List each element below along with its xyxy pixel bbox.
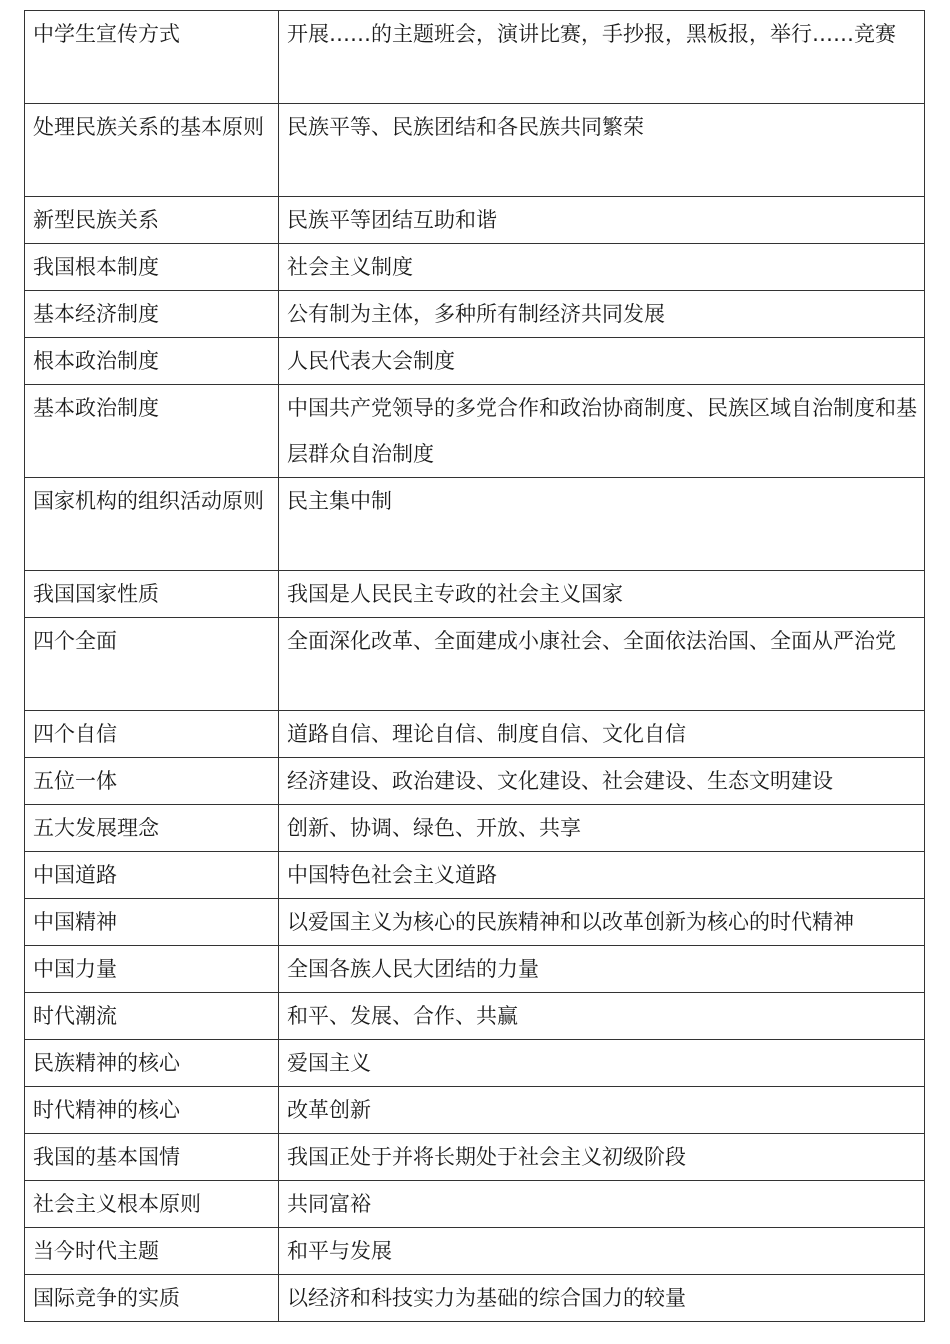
term-cell: 我国根本制度 bbox=[25, 244, 279, 291]
table-row bbox=[25, 946, 925, 993]
definition-cell: 全面深化改革、全面建成小康社会、全面依法治国、全面从严治党 bbox=[279, 618, 925, 711]
table-row bbox=[25, 758, 925, 805]
glossary-table-container bbox=[24, 10, 924, 1322]
definition-cell: 创新、协调、绿色、开放、共享 bbox=[279, 805, 925, 852]
table-row bbox=[25, 993, 925, 1040]
definition-cell: 全国各族人民大团结的力量 bbox=[279, 946, 925, 993]
definition-cell: 和平与发展 bbox=[279, 1228, 925, 1275]
table-row bbox=[25, 1275, 925, 1322]
table-row bbox=[25, 899, 925, 946]
definition-cell: 开展……的主题班会，演讲比赛，手抄报，黑板报，举行……竞赛 bbox=[279, 11, 925, 104]
table-row bbox=[25, 1040, 925, 1087]
term-cell: 基本经济制度 bbox=[25, 291, 279, 338]
term-cell: 时代潮流 bbox=[25, 993, 279, 1040]
term-cell: 五大发展理念 bbox=[25, 805, 279, 852]
definition-cell: 爱国主义 bbox=[279, 1040, 925, 1087]
definition-cell: 以经济和科技实力为基础的综合国力的较量 bbox=[279, 1275, 925, 1322]
table-row bbox=[25, 805, 925, 852]
definition-cell: 经济建设、政治建设、文化建设、社会建设、生态文明建设 bbox=[279, 758, 925, 805]
term-cell: 民族精神的核心 bbox=[25, 1040, 279, 1087]
definition-cell: 以爱国主义为核心的民族精神和以改革创新为核心的时代精神 bbox=[279, 899, 925, 946]
definition-cell: 民族平等团结互助和谐 bbox=[279, 197, 925, 244]
term-cell: 社会主义根本原则 bbox=[25, 1181, 279, 1228]
term-cell: 处理民族关系的基本原则 bbox=[25, 104, 279, 197]
term-cell: 四个全面 bbox=[25, 618, 279, 711]
definition-cell: 中国特色社会主义道路 bbox=[279, 852, 925, 899]
table-row bbox=[25, 1087, 925, 1134]
term-cell: 中学生宣传方式 bbox=[25, 11, 279, 104]
term-cell: 中国精神 bbox=[25, 899, 279, 946]
table-row bbox=[25, 711, 925, 758]
term-cell: 新型民族关系 bbox=[25, 197, 279, 244]
definition-cell: 公有制为主体，多种所有制经济共同发展 bbox=[279, 291, 925, 338]
table-row bbox=[25, 197, 925, 244]
term-cell: 五位一体 bbox=[25, 758, 279, 805]
term-cell: 根本政治制度 bbox=[25, 338, 279, 385]
term-cell: 中国道路 bbox=[25, 852, 279, 899]
table-row bbox=[25, 11, 925, 104]
table-row bbox=[25, 618, 925, 711]
term-cell: 我国国家性质 bbox=[25, 571, 279, 618]
definition-cell: 我国是人民民主专政的社会主义国家 bbox=[279, 571, 925, 618]
table-row bbox=[25, 291, 925, 338]
table-row bbox=[25, 1228, 925, 1275]
table-row bbox=[25, 104, 925, 197]
term-cell: 国家机构的组织活动原则 bbox=[25, 478, 279, 571]
definition-cell: 道路自信、理论自信、制度自信、文化自信 bbox=[279, 711, 925, 758]
definition-cell: 中国共产党领导的多党合作和政治协商制度、民族区域自治制度和基层群众自治制度 bbox=[279, 385, 925, 478]
definition-cell: 人民代表大会制度 bbox=[279, 338, 925, 385]
table-row bbox=[25, 385, 925, 478]
definition-cell: 改革创新 bbox=[279, 1087, 925, 1134]
term-cell: 我国的基本国情 bbox=[25, 1134, 279, 1181]
definition-cell: 民族平等、民族团结和各民族共同繁荣 bbox=[279, 104, 925, 197]
table-row bbox=[25, 478, 925, 571]
definition-cell: 共同富裕 bbox=[279, 1181, 925, 1228]
term-cell: 中国力量 bbox=[25, 946, 279, 993]
table-row bbox=[25, 852, 925, 899]
definition-cell: 民主集中制 bbox=[279, 478, 925, 571]
table-row bbox=[25, 1181, 925, 1228]
term-cell: 四个自信 bbox=[25, 711, 279, 758]
glossary-table bbox=[24, 10, 925, 1322]
table-row bbox=[25, 571, 925, 618]
definition-cell: 和平、发展、合作、共赢 bbox=[279, 993, 925, 1040]
term-cell: 当今时代主题 bbox=[25, 1228, 279, 1275]
term-cell: 基本政治制度 bbox=[25, 385, 279, 478]
term-cell: 国际竞争的实质 bbox=[25, 1275, 279, 1322]
table-row bbox=[25, 1134, 925, 1181]
table-row bbox=[25, 338, 925, 385]
table-row bbox=[25, 244, 925, 291]
definition-cell: 社会主义制度 bbox=[279, 244, 925, 291]
definition-cell: 我国正处于并将长期处于社会主义初级阶段 bbox=[279, 1134, 925, 1181]
term-cell: 时代精神的核心 bbox=[25, 1087, 279, 1134]
